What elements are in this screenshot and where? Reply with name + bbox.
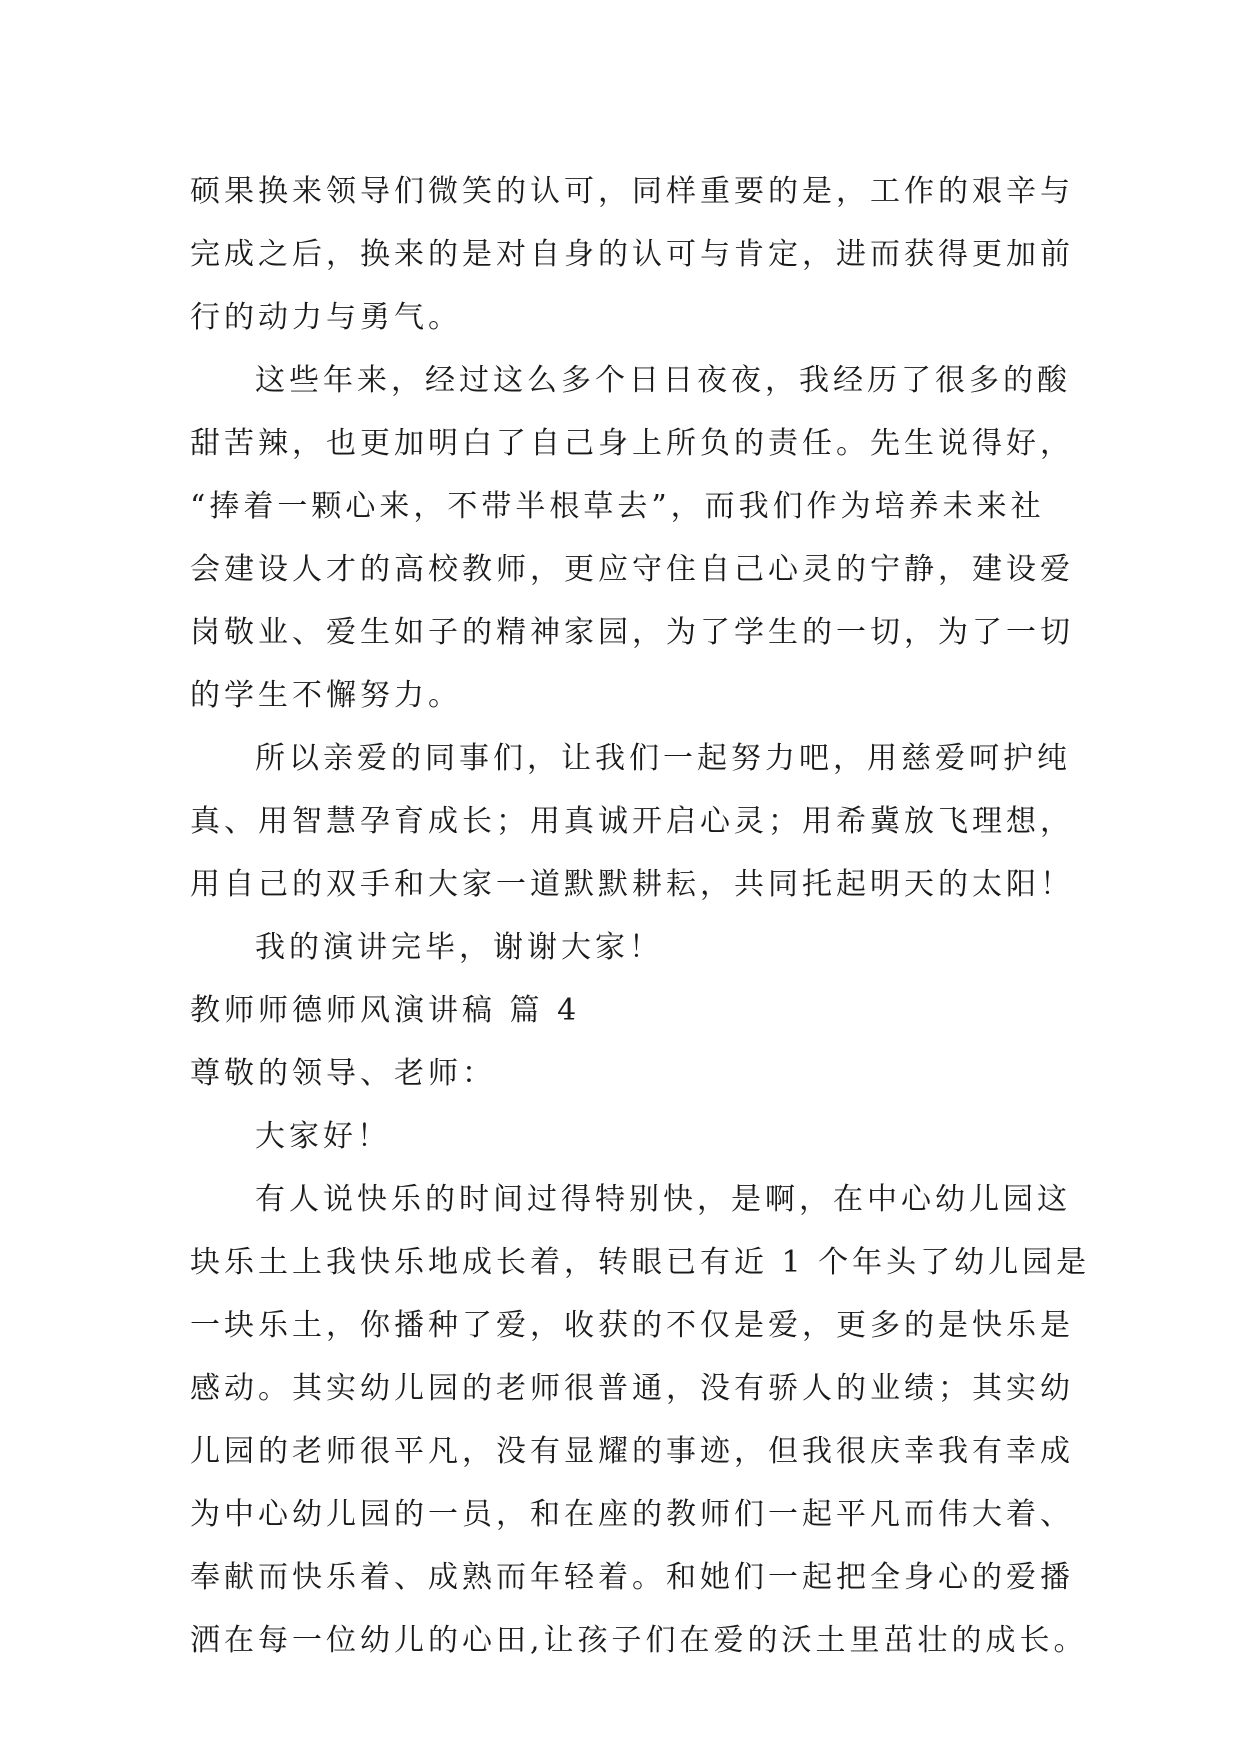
text-line: 一块乐土，你播种了爱，收获的不仅是爱，更多的是快乐是 xyxy=(190,1308,1074,1343)
text-line: 尊敬的领导、老师： xyxy=(190,1056,496,1091)
text-line: 大家好！ xyxy=(255,1119,391,1154)
document-body xyxy=(190,160,1091,1672)
text-line: 感动。其实幼儿园的老师很普通，没有骄人的业绩；其实幼 xyxy=(190,1371,1074,1406)
text-line: 这些年来，经过这么多个日日夜夜，我经历了很多的酸 xyxy=(255,363,1071,398)
text-line: 行的动力与勇气。 xyxy=(190,300,462,335)
text-line: 完成之后，换来的是对自身的认可与肯定，进而获得更加前 xyxy=(190,237,1074,272)
text-line: 会建设人才的高校教师，更应守住自己心灵的宁静，建设爱 xyxy=(190,552,1074,587)
text-line: “捧着一颗心来，不带半根草去”，而我们作为培养未来社 xyxy=(190,489,1045,524)
text-line: 的学生不懈努力。 xyxy=(190,678,462,713)
text-line: 真、用智慧孕育成长；用真诚开启心灵；用希冀放飞理想， xyxy=(190,804,1074,839)
text-line: 用自己的双手和大家一道默默耕耘，共同托起明天的太阳！ xyxy=(190,867,1074,902)
text-line: 甜苦辣，也更加明白了自己身上所负的责任。先生说得好， xyxy=(190,426,1074,461)
text-line: 奉献而快乐着、成熟而年轻着。和她们一起把全身心的爱播 xyxy=(190,1560,1074,1595)
text-line: 洒在每一位幼儿的心田,让孩子们在爱的沃土里茁壮的成长。 xyxy=(190,1623,1088,1658)
text-line: 硕果换来领导们微笑的认可，同样重要的是，工作的艰辛与 xyxy=(190,174,1074,209)
text-line: 岗敬业、爱生如子的精神家园，为了学生的一切，为了一切 xyxy=(190,615,1074,650)
text-line: 我的演讲完毕，谢谢大家！ xyxy=(255,930,663,965)
text-line: 块乐土上我快乐地成长着，转眼已有近 1 个年头了幼儿园是 xyxy=(190,1245,1091,1280)
text-line: 儿园的老师很平凡，没有显耀的事迹，但我很庆幸我有幸成 xyxy=(190,1434,1074,1469)
text-line: 有人说快乐的时间过得特别快，是啊，在中心幼儿园这 xyxy=(255,1182,1071,1217)
text-line: 教师师德师风演讲稿 篇 4 xyxy=(190,993,581,1028)
text-line: 所以亲爱的同事们，让我们一起努力吧，用慈爱呵护纯 xyxy=(255,741,1071,776)
text-line: 为中心幼儿园的一员，和在座的教师们一起平凡而伟大着、 xyxy=(190,1497,1074,1532)
